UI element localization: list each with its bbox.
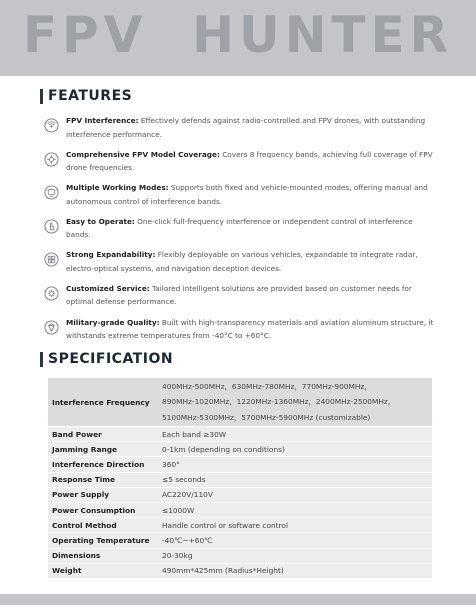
spec-key: Jamming Range — [52, 444, 118, 454]
feature-text — [66, 316, 434, 343]
product-title: FPV HUNTER — [22, 6, 454, 64]
spec-value — [158, 564, 432, 578]
spec-row — [48, 518, 432, 533]
spec-row — [48, 378, 432, 427]
spec-key: Dimensions — [52, 551, 101, 561]
spec-key: Interference Frequency — [48, 378, 158, 426]
feature-text — [66, 215, 434, 242]
feature-item — [44, 215, 434, 249]
drone-target-icon — [44, 152, 59, 167]
spec-value-line: 400MHz-500MHz，630MHz-780MHz，770MHz-900MHz， — [162, 381, 372, 391]
feature-name: Comprehensive FPV Model Coverage: — [66, 149, 220, 159]
spec-key: Power Supply — [52, 490, 110, 500]
spec-row — [48, 427, 432, 442]
spec-row — [48, 442, 432, 457]
feature-name: FPV Interference: — [66, 116, 139, 125]
feature-description: Covers 8 frequency bands, achieving full coverage of FPV drone frequencies. — [66, 149, 433, 173]
hand-pointer-icon — [44, 219, 59, 234]
spec-key: Operating Temperature — [52, 535, 150, 545]
specification-title: SPECIFICATION — [48, 351, 174, 367]
spec-key: Band Power — [52, 429, 102, 439]
header-banner — [0, 0, 476, 76]
feature-name: Customized Service: — [66, 283, 150, 293]
spec-row — [48, 533, 432, 548]
expand-grid-icon — [44, 252, 59, 267]
spec-value — [158, 473, 432, 487]
spec-value — [158, 488, 432, 502]
spec-value — [158, 427, 432, 441]
feature-description: Flexibly deployable on various vehicles, expandable to integrate radar, electro-optical systems, and navigation deception devices. — [66, 250, 418, 273]
spec-value-line: 5100MHz-5300MHz，5700MHz-5900MHz (customizable) — [162, 412, 371, 422]
feature-text — [66, 114, 434, 141]
spec-value-line: Handle control or software control — [162, 520, 288, 530]
feature-text — [66, 282, 434, 309]
spec-value — [158, 518, 432, 532]
feature-text — [66, 148, 434, 175]
feature-description: One-click full-frequency interference or independent control of interference bands. — [66, 216, 413, 240]
spec-row — [48, 549, 432, 564]
heading-bar — [40, 352, 43, 367]
spec-value-line: 360° — [162, 459, 180, 469]
spec-value — [158, 503, 432, 517]
features-list — [44, 114, 434, 349]
spec-row — [48, 457, 432, 472]
spec-value-line: -40℃~+60℃ — [162, 535, 213, 545]
shield-diamond-icon — [44, 320, 59, 335]
feature-name: Strong Expandability: — [66, 250, 156, 260]
feature-description: Effectively defends against radio-controlled and FPV drones, with outstanding interference performance. — [66, 116, 426, 139]
feature-item — [44, 282, 434, 316]
feature-description: Built with high-transparency materials and aviation aluminum structure, it withstands extreme temperatures from -40°C to +60°C. — [66, 317, 434, 341]
feature-text — [66, 248, 434, 275]
spec-value-line: AC220V/110V — [162, 490, 213, 500]
spec-value — [158, 378, 432, 426]
feature-item — [44, 248, 434, 282]
footer-band — [0, 594, 476, 605]
spec-value-line: Each band ≥30W — [162, 429, 227, 439]
spec-value — [158, 442, 432, 456]
signal-waves-icon — [44, 118, 59, 133]
spec-row — [48, 564, 432, 579]
spec-key: Weight — [52, 566, 82, 576]
spec-key: Control Method — [52, 520, 117, 530]
spec-row — [48, 473, 432, 488]
modes-icon — [44, 185, 59, 200]
feature-item — [44, 181, 434, 215]
feature-text — [66, 181, 434, 208]
spec-value-line: 20-30kg — [162, 551, 193, 561]
feature-description: Supports both fixed and vehicle-mounted modes, offering manual and autonomous control of interference bands. — [66, 183, 428, 206]
gear-settings-icon — [44, 286, 59, 301]
spec-key: Response Time — [52, 475, 116, 485]
specification-heading — [40, 351, 173, 367]
spec-row — [48, 503, 432, 518]
spec-value-line: ≤1000W — [162, 505, 195, 515]
spec-value — [158, 457, 432, 471]
feature-item — [44, 114, 434, 148]
spec-row — [48, 488, 432, 503]
spec-value-line: 890MHz-1020MHz，1220MHz-1360MHz，2400MHz-2500MHz， — [162, 397, 396, 407]
feature-item — [44, 316, 434, 350]
spec-value-line: 0-1km (depending on conditions) — [162, 444, 285, 454]
feature-item — [44, 148, 434, 182]
feature-name: Easy to Operate: — [66, 216, 135, 226]
spec-key: Power Consumption — [52, 505, 136, 515]
heading-bar — [40, 89, 43, 104]
spec-value — [158, 549, 432, 563]
spec-value-line: ≤5 seconds — [162, 475, 206, 485]
spec-key: Interference Direction — [52, 459, 145, 469]
specification-table — [48, 378, 432, 579]
spec-value-line: 490mm*425mm (Radius*Height) — [162, 566, 284, 576]
features-title: FEATURES — [48, 88, 133, 104]
feature-name: Multiple Working Modes: — [66, 183, 169, 193]
feature-description: Tailored intelligent solutions are provided based on customer needs for optimal defense performance. — [66, 283, 412, 307]
features-heading — [40, 88, 132, 104]
feature-name: Military-grade Quality: — [66, 317, 160, 327]
spec-value — [158, 533, 432, 547]
